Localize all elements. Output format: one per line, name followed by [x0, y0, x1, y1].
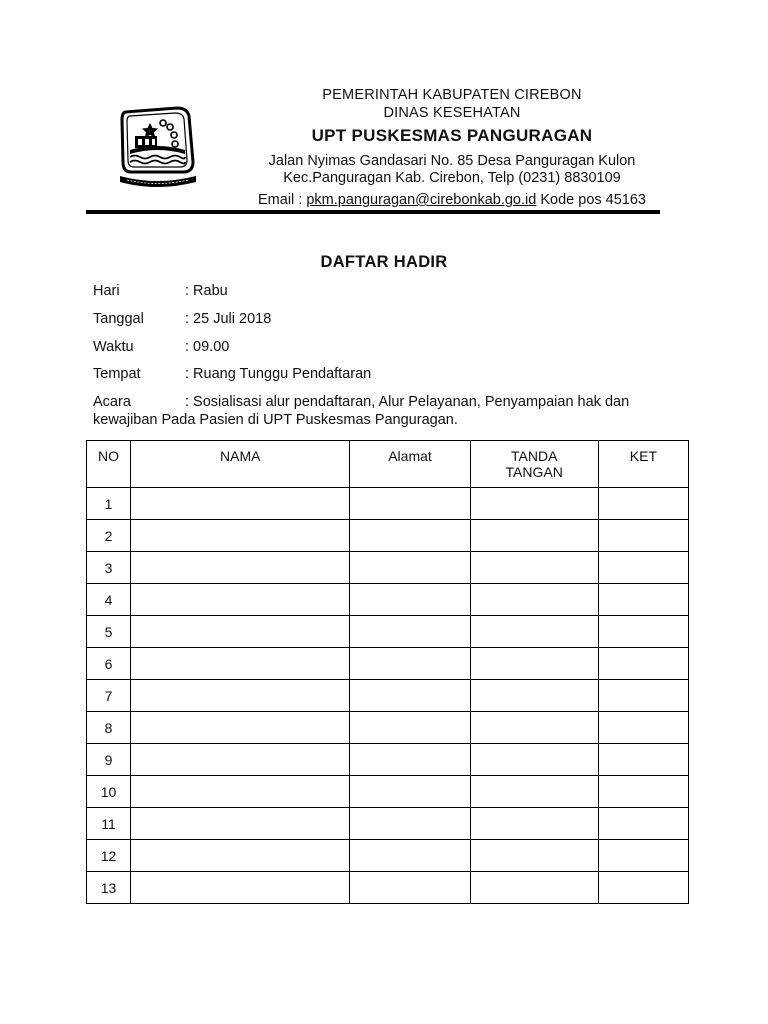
contact-line — [228, 192, 676, 208]
row-number: 12 — [87, 840, 131, 872]
nama-cell[interactable] — [131, 616, 350, 648]
alamat-cell[interactable] — [350, 776, 470, 808]
hari-value: : Rabu — [185, 283, 228, 299]
table-row — [87, 744, 689, 776]
nama-cell[interactable] — [131, 872, 350, 904]
alamat-cell[interactable] — [350, 488, 470, 520]
tanda-tangan-cell[interactable] — [470, 840, 598, 872]
table-row — [87, 840, 689, 872]
header-ket: KET — [598, 441, 688, 488]
alamat-cell[interactable] — [350, 712, 470, 744]
letterhead-divider — [86, 210, 660, 214]
header-alamat: Alamat — [350, 441, 470, 488]
tanggal-label: Tanggal — [93, 311, 144, 327]
nama-cell[interactable] — [131, 648, 350, 680]
table-row — [87, 552, 689, 584]
nama-cell[interactable] — [131, 488, 350, 520]
alamat-cell[interactable] — [350, 808, 470, 840]
hari-label: Hari — [93, 283, 120, 299]
table-row — [87, 616, 689, 648]
alamat-cell[interactable] — [350, 680, 470, 712]
nama-cell[interactable] — [131, 520, 350, 552]
ket-cell[interactable] — [598, 520, 688, 552]
row-number: 2 — [87, 520, 131, 552]
nama-cell[interactable] — [131, 680, 350, 712]
attendance-table — [86, 440, 689, 904]
header-nama: NAMA — [131, 441, 350, 488]
ket-cell[interactable] — [598, 808, 688, 840]
table-row — [87, 648, 689, 680]
acara-value-continued: kewajiban Pada Pasien di UPT Puskesmas Panguragan. — [93, 412, 458, 428]
nama-cell[interactable] — [131, 744, 350, 776]
tanda-tangan-cell[interactable] — [470, 488, 598, 520]
tanggal-value: : 25 Juli 2018 — [185, 311, 272, 327]
ket-cell[interactable] — [598, 744, 688, 776]
nama-cell[interactable] — [131, 712, 350, 744]
acara-value: : Sosialisasi alur pendaftaran, Alur Pelayanan, Penyampaian hak dan — [185, 394, 630, 410]
alamat-cell[interactable] — [350, 744, 470, 776]
ket-cell[interactable] — [598, 776, 688, 808]
alamat-cell[interactable] — [350, 648, 470, 680]
alamat-cell[interactable] — [350, 872, 470, 904]
row-number: 5 — [87, 616, 131, 648]
tanda-tangan-cell[interactable] — [470, 648, 598, 680]
ket-cell[interactable] — [598, 840, 688, 872]
address-line-1: Jalan Nyimas Gandasari No. 85 Desa Panguragan Kulon — [268, 153, 636, 169]
tanda-tangan-cell[interactable] — [470, 712, 598, 744]
alamat-cell[interactable] — [350, 520, 470, 552]
row-number: 7 — [87, 680, 131, 712]
tanda-tangan-cell[interactable] — [470, 616, 598, 648]
tanda-tangan-cell[interactable] — [470, 680, 598, 712]
header-tanda-line1: TANDA — [511, 448, 558, 464]
nama-cell[interactable] — [131, 776, 350, 808]
waktu-label: Waktu — [93, 339, 134, 355]
department-name: DINAS KESEHATAN — [383, 105, 521, 121]
tanda-tangan-cell[interactable] — [470, 808, 598, 840]
nama-cell[interactable] — [131, 552, 350, 584]
tanda-tangan-cell[interactable] — [470, 584, 598, 616]
alamat-cell[interactable] — [350, 840, 470, 872]
row-number: 9 — [87, 744, 131, 776]
ket-cell[interactable] — [598, 616, 688, 648]
institution-name: UPT PUSKESMAS PANGURAGAN — [311, 126, 593, 145]
table-row — [87, 872, 689, 904]
email-link[interactable]: pkm.panguragan@cirebonkab.go.id — [306, 192, 537, 208]
row-number: 10 — [87, 776, 131, 808]
table-row — [87, 680, 689, 712]
acara-label: Acara — [93, 394, 131, 410]
ket-cell[interactable] — [598, 584, 688, 616]
tanda-tangan-cell[interactable] — [470, 520, 598, 552]
waktu-value: : 09.00 — [185, 339, 230, 355]
tanda-tangan-cell[interactable] — [470, 552, 598, 584]
tanda-tangan-cell[interactable] — [470, 872, 598, 904]
ket-cell[interactable] — [598, 648, 688, 680]
alamat-cell[interactable] — [350, 616, 470, 648]
header-no: NO — [87, 441, 131, 488]
tempat-label: Tempat — [93, 366, 141, 382]
table-row — [87, 776, 689, 808]
postal-code: Kode pos 45163 — [536, 192, 646, 208]
header-tanda-tangan — [470, 441, 598, 488]
nama-cell[interactable] — [131, 840, 350, 872]
ket-cell[interactable] — [598, 680, 688, 712]
cirebon-regency-emblem-logo — [117, 106, 199, 192]
row-number: 4 — [87, 584, 131, 616]
tanda-tangan-cell[interactable] — [470, 744, 598, 776]
table-row — [87, 808, 689, 840]
row-number: 11 — [87, 808, 131, 840]
row-number: 8 — [87, 712, 131, 744]
row-number: 13 — [87, 872, 131, 904]
alamat-cell[interactable] — [350, 584, 470, 616]
ket-cell[interactable] — [598, 872, 688, 904]
row-number: 3 — [87, 552, 131, 584]
row-number: 6 — [87, 648, 131, 680]
ket-cell[interactable] — [598, 488, 688, 520]
address-line-2: Kec.Panguragan Kab. Cirebon, Telp (0231) 8830109 — [283, 170, 621, 186]
nama-cell[interactable] — [131, 808, 350, 840]
table-row — [87, 488, 689, 520]
table-header-row — [87, 441, 689, 488]
tempat-value: : Ruang Tunggu Pendaftaran — [185, 366, 372, 382]
alamat-cell[interactable] — [350, 552, 470, 584]
tanda-tangan-cell[interactable] — [470, 776, 598, 808]
email-label: Email : — [258, 192, 307, 208]
table-row — [87, 712, 689, 744]
document-title: DAFTAR HADIR — [320, 253, 448, 271]
ket-cell[interactable] — [598, 712, 688, 744]
header-tanda-line2: TANGAN — [505, 464, 563, 480]
table-row — [87, 584, 689, 616]
government-name: PEMERINTAH KABUPATEN CIREBON — [322, 87, 582, 103]
table-row — [87, 520, 689, 552]
row-number: 1 — [87, 488, 131, 520]
nama-cell[interactable] — [131, 584, 350, 616]
ket-cell[interactable] — [598, 552, 688, 584]
